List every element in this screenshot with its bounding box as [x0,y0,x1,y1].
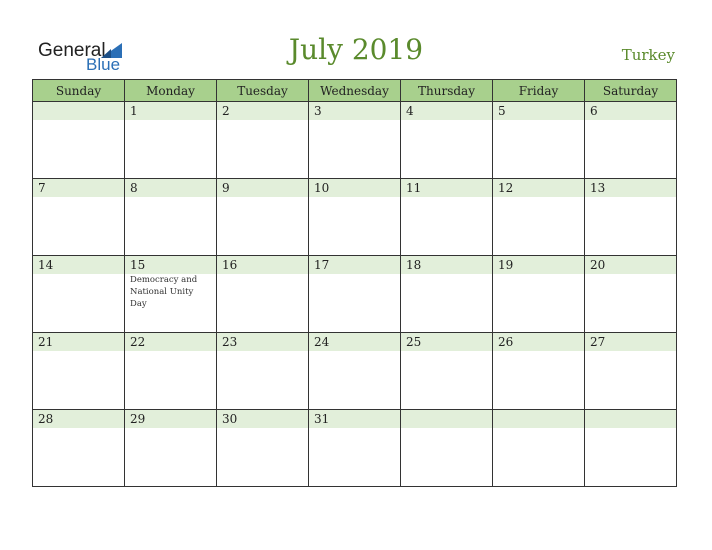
day-cell [309,333,401,410]
day-cell [217,179,309,256]
day-number: 19 [493,256,584,274]
weekday-wednesday: Wednesday [309,80,401,102]
day-cell [493,102,585,179]
day-number: 8 [125,179,216,197]
weekday-saturday: Saturday [585,80,677,102]
day-cell [585,410,677,487]
day-number: 11 [401,179,492,197]
day-cell [217,333,309,410]
day-cell [217,410,309,487]
day-number: 6 [585,102,676,120]
day-cell [401,256,493,333]
day-number: 31 [309,410,400,428]
day-cell [309,179,401,256]
calendar-body [33,102,677,487]
day-number [33,102,124,120]
day-cell [309,256,401,333]
day-number: 1 [125,102,216,120]
day-number: 20 [585,256,676,274]
day-cell [309,102,401,179]
day-cell [125,256,217,333]
day-cell [401,179,493,256]
day-cell [401,410,493,487]
month-calendar [32,79,677,487]
day-cell [125,333,217,410]
logo-text-general: General [38,40,106,61]
country-label: Turkey [621,46,675,64]
weekday-friday: Friday [493,80,585,102]
day-cell [493,333,585,410]
day-cell [493,410,585,487]
day-number: 2 [217,102,308,120]
day-cell [401,102,493,179]
day-number: 28 [33,410,124,428]
day-number: 25 [401,333,492,351]
day-cell [33,256,125,333]
week-row [33,410,677,487]
day-number: 5 [493,102,584,120]
day-cell [125,102,217,179]
day-cell [217,256,309,333]
day-cell [309,410,401,487]
day-number: 4 [401,102,492,120]
week-row [33,102,677,179]
day-number: 10 [309,179,400,197]
day-number: 18 [401,256,492,274]
day-number: 27 [585,333,676,351]
logo-text-blue: Blue [86,55,121,74]
calendar-title: July 2019 [288,33,424,66]
day-number: 7 [33,179,124,197]
day-number: 26 [493,333,584,351]
day-cell [217,102,309,179]
week-row [33,256,677,333]
week-row [33,179,677,256]
day-cell [33,102,125,179]
day-cell [125,410,217,487]
day-number: 23 [217,333,308,351]
day-cell [493,179,585,256]
day-cell [33,410,125,487]
day-number: 21 [33,333,124,351]
weekday-sunday: Sunday [33,80,125,102]
holiday-label: Democracy and National Unity Day [130,275,198,309]
day-cell [585,256,677,333]
day-number: 15 [125,256,216,274]
day-number [493,410,584,428]
day-number: 17 [309,256,400,274]
day-cell [585,179,677,256]
day-cell [125,179,217,256]
day-number: 3 [309,102,400,120]
day-cell [585,333,677,410]
weekday-monday: Monday [125,80,217,102]
day-number: 12 [493,179,584,197]
week-row [33,333,677,410]
weekday-tuesday: Tuesday [217,80,309,102]
day-number: 16 [217,256,308,274]
weekday-thursday: Thursday [401,80,493,102]
weekday-header-row [33,80,677,102]
day-number: 9 [217,179,308,197]
day-number [401,410,492,428]
day-number: 24 [309,333,400,351]
day-cell [401,333,493,410]
day-cell [493,256,585,333]
day-number: 22 [125,333,216,351]
day-cell [585,102,677,179]
day-number: 13 [585,179,676,197]
day-cell [33,333,125,410]
day-cell [33,179,125,256]
day-number: 29 [125,410,216,428]
day-number: 14 [33,256,124,274]
day-number [585,410,676,428]
day-number: 30 [217,410,308,428]
